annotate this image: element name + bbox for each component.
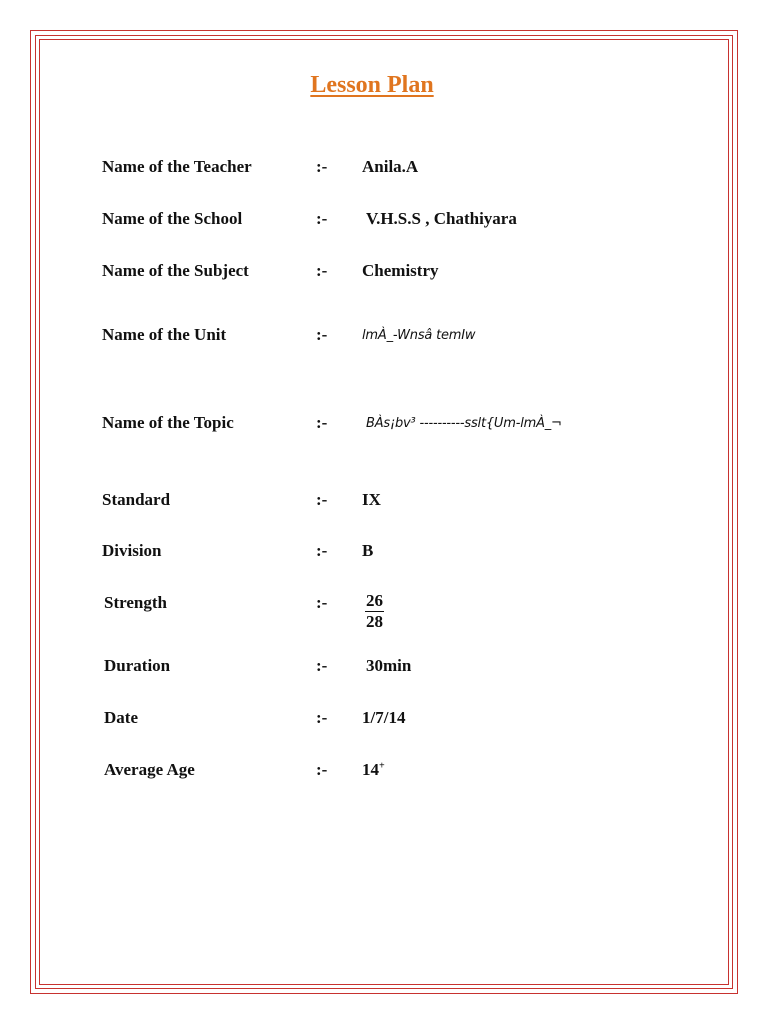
average-age-number: 14 [362,760,379,779]
field-row-duration [0,656,768,680]
field-value-duration: 30min [366,656,412,675]
field-value-date: 1/7/14 [362,708,406,727]
field-separator: :- [316,593,328,612]
field-label-duration: Duration [104,656,171,675]
field-row-school [0,209,768,233]
field-row-standard [0,490,768,514]
strength-fraction [365,592,384,631]
field-row-subject [0,261,768,285]
field-separator: :- [316,541,328,560]
field-value-average-age [362,760,385,780]
field-value-school: V.H.S.S , Chathiyara [366,209,517,228]
field-separator: :- [316,261,328,280]
field-label-subject: Name of the Subject [102,261,249,280]
field-separator: :- [316,325,328,344]
field-value-standard: IX [362,490,381,509]
field-label-topic: Name of the Topic [102,413,234,432]
field-label-school: Name of the School [102,209,243,228]
strength-denominator: 28 [366,612,383,631]
field-row-unit [0,325,768,349]
average-age-superscript: + [379,760,385,772]
field-row-average-age [0,760,768,784]
field-row-date [0,708,768,732]
field-value-division: B [362,541,374,560]
field-row-division [0,541,768,565]
field-label-average-age: Average Age [104,760,195,779]
field-label-strength: Strength [104,593,167,612]
field-label-date: Date [104,708,138,727]
field-separator: :- [316,209,328,228]
field-separator: :- [316,760,328,779]
field-separator: :- [316,708,328,727]
field-row-strength [0,591,768,631]
field-separator: :- [316,656,328,675]
field-separator: :- [316,413,328,432]
field-label-division: Division [102,541,162,560]
field-value-subject: Chemistry [362,261,439,280]
field-value-teacher: Anila.A [362,157,419,176]
field-label-standard: Standard [102,490,171,509]
field-separator: :- [316,490,328,509]
field-row-teacher [0,157,768,181]
field-value-unit: lmÀ_-Wnsâ temIw [362,328,476,343]
field-label-unit: Name of the Unit [102,325,227,344]
field-row-topic [0,413,768,437]
field-value-topic: BÀs¡bv³ ----------sslt{Um-lmÀ_¬ [366,416,562,431]
page-title: Lesson Plan [310,72,434,98]
field-separator: :- [316,157,328,176]
field-label-teacher: Name of the Teacher [102,157,252,176]
strength-numerator: 26 [366,591,383,610]
